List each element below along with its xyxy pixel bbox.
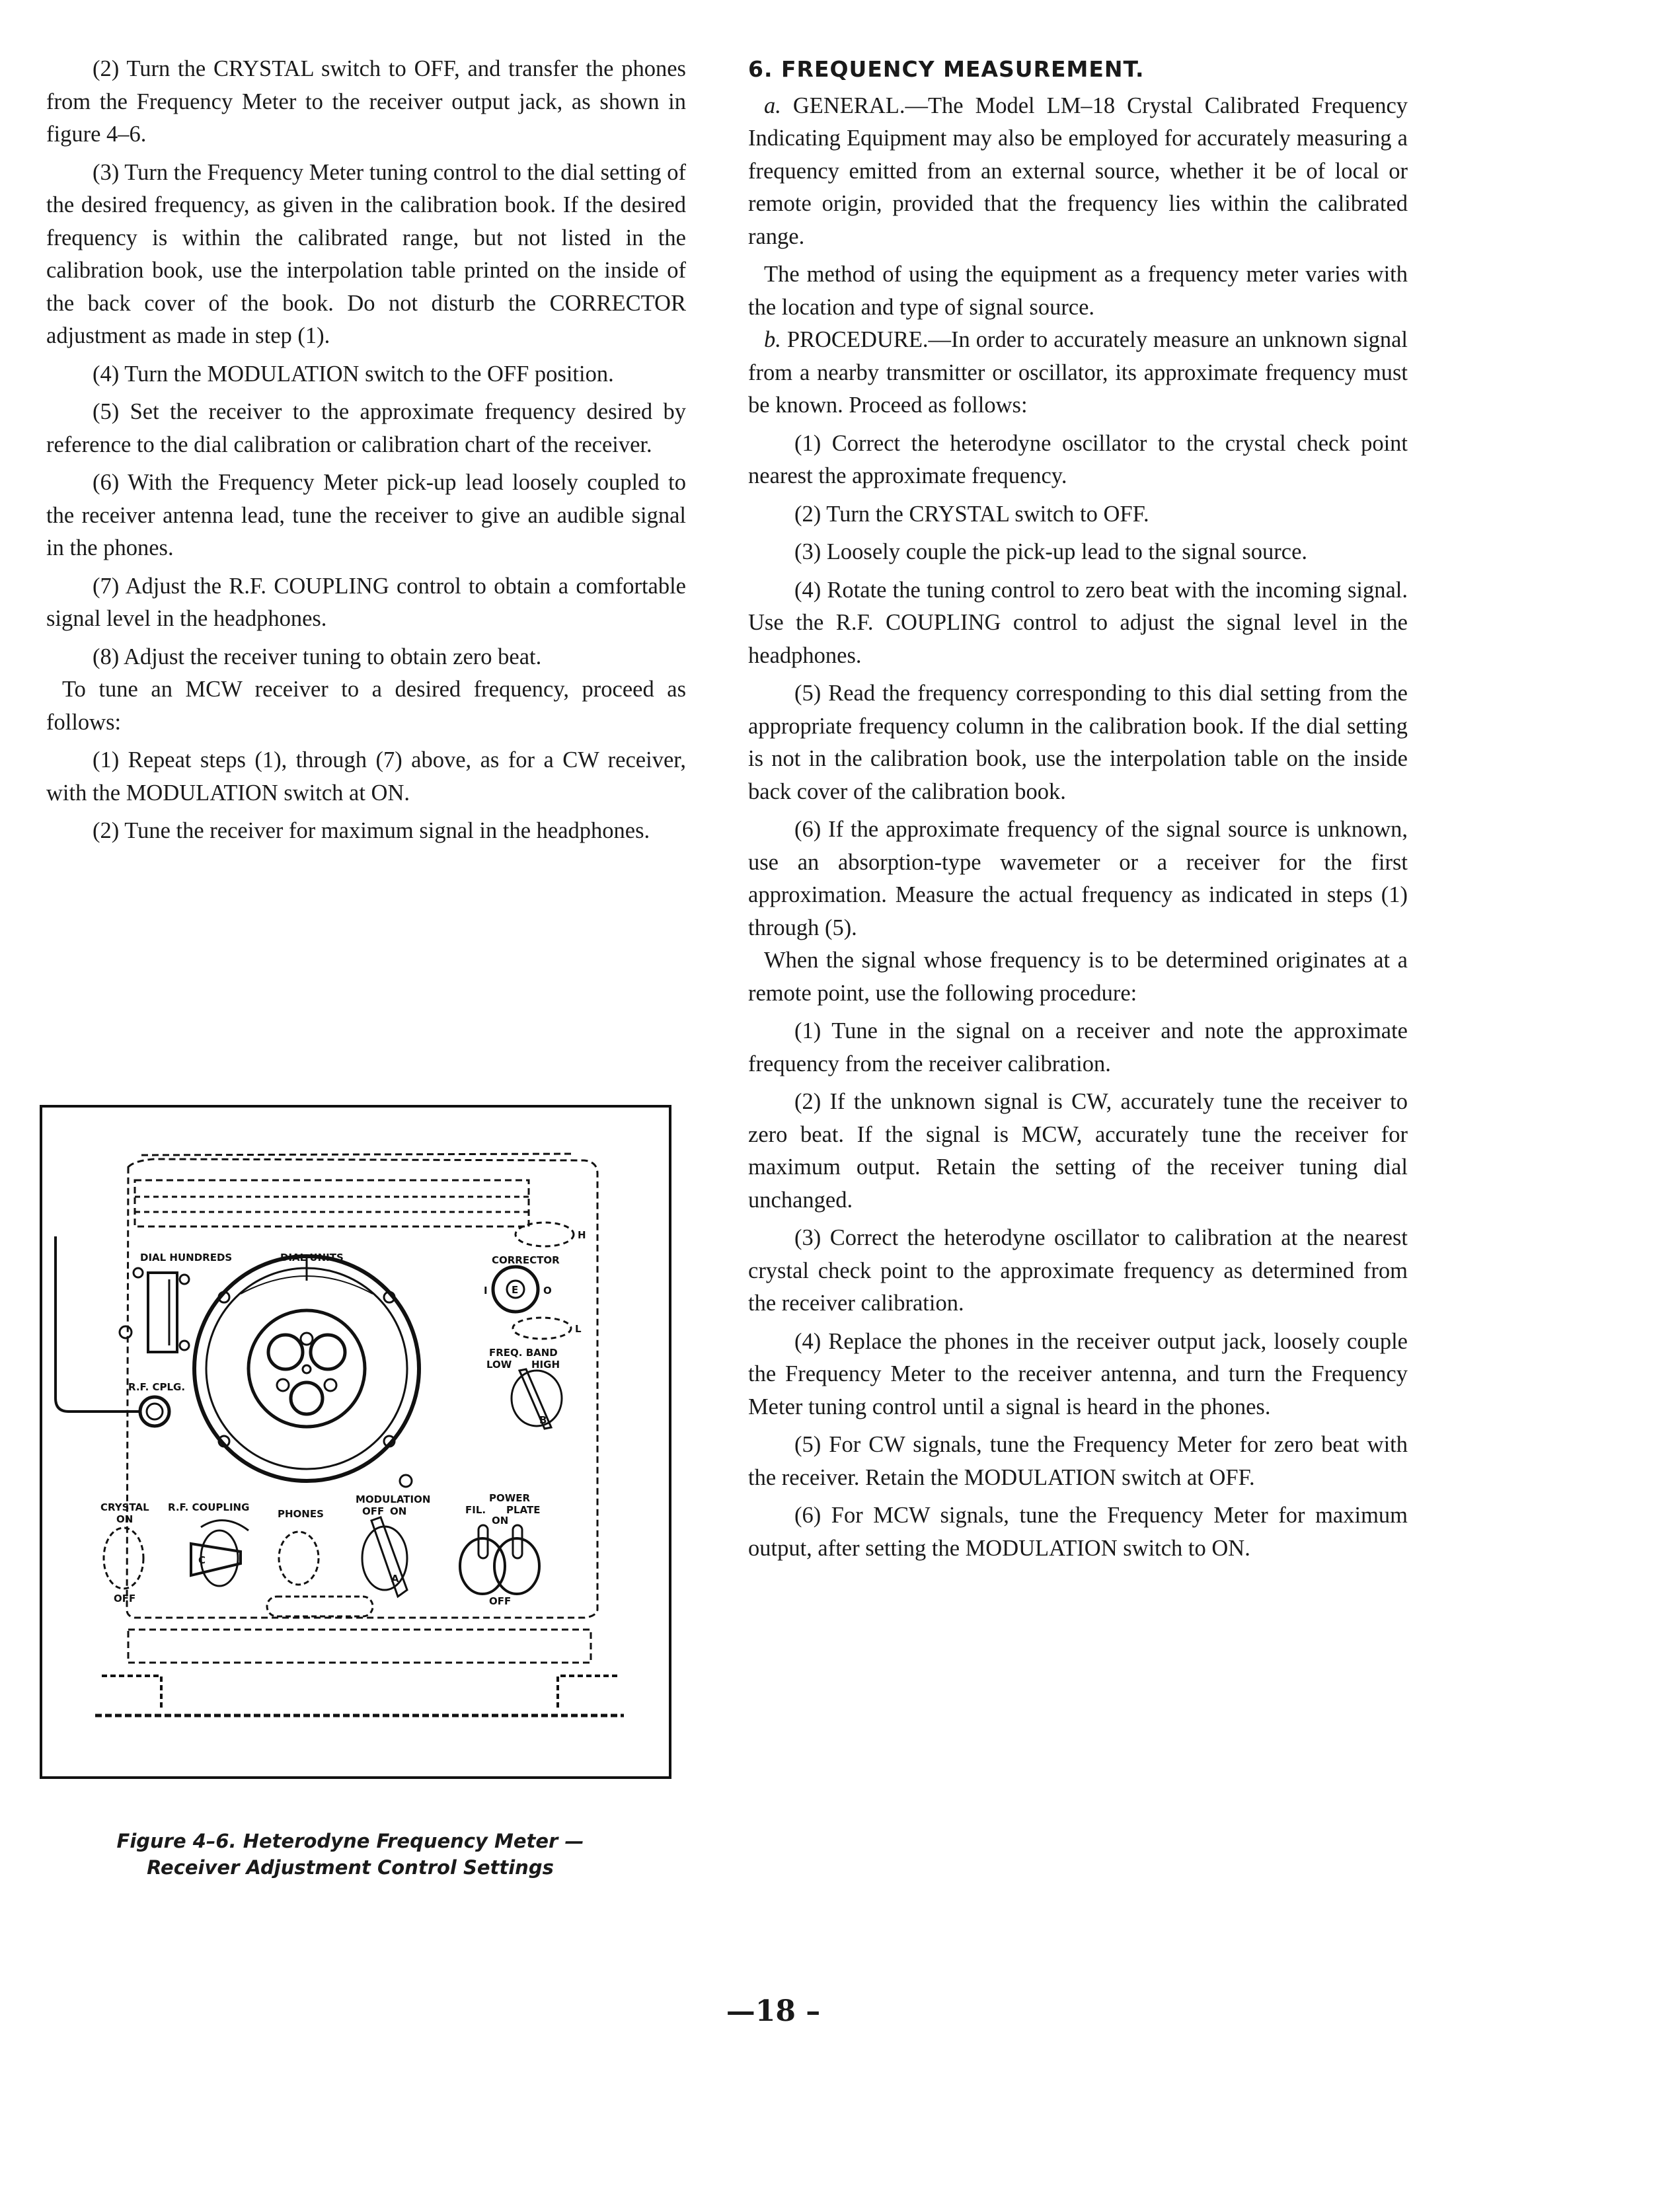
left-paragraph-3: (4) Turn the MODULATION switch to the OFF position. — [93, 361, 614, 387]
local-step-3: (3) Loosely couple the pick-up lead to the signal source. — [794, 539, 1308, 564]
caption-line-2: Receiver Adjustment Control Settings — [147, 1856, 554, 1879]
label-power-off: OFF — [489, 1595, 512, 1607]
left-paragraph-1: (2) Turn the CRYSTAL switch to OFF, and transfer the phones from the Frequency Meter to the receiver output jack, as shown in figure 4–6. — [46, 56, 686, 147]
mount-hole — [120, 1326, 132, 1338]
local-step-6: (6) If the approximate frequency of the signal source is unknown, use an absorption-type wavemeter or a receiver for the first approximation. Measure the actual frequency as indicated in steps (1) through (5). — [748, 817, 1408, 940]
left-paragraph-10: (2) Tune the receiver for maximum signal in the headphones. — [93, 818, 650, 843]
frequency-meter-drawing — [42, 1108, 669, 1776]
cabinet-top-edge — [141, 1154, 571, 1155]
general-text: GENERAL.—The Model LM–18 Crystal Calibrated Frequency Indicating Equipment may also be employed for accurately measuring a frequency emitted from an external source, whether it be of local or remote origin, provided that the frequency lies within the calibrated range. — [748, 93, 1408, 249]
label-corrector-knob: E — [512, 1284, 519, 1296]
procedure-label: b. — [764, 327, 781, 352]
label-fil: FIL. — [465, 1504, 486, 1516]
left-paragraph-9: (1) Repeat steps (1), through (7) above, as for a CW receiver, with the MODULATION switch at ON. — [46, 747, 686, 806]
label-phones: PHONES — [278, 1508, 324, 1520]
label-dial-hundreds: DIAL HUNDREDS — [140, 1252, 233, 1263]
left-paragraph-6: (7) Adjust the R.F. COUPLING control to obtain a comfortable signal level in the headphones. — [46, 573, 686, 631]
figure-frequency-meter-diagram — [40, 1105, 671, 1779]
label-modulation: MODULATION — [356, 1493, 431, 1505]
local-step-1: (1) Correct the heterodyne oscillator to the crystal check point nearest the approximate frequency. — [748, 430, 1408, 488]
label-crystal-off: OFF — [114, 1593, 136, 1604]
plate-toggle — [494, 1538, 539, 1594]
label-rf-coupling: R.F. COUPLING — [168, 1501, 250, 1513]
figure-caption — [66, 1828, 634, 1881]
top-grille — [135, 1180, 529, 1226]
label-rf-cplg: R.F. CPLG. — [128, 1381, 186, 1393]
label-corrector-high: O — [543, 1285, 552, 1297]
local-step-4: (4) Rotate the tuning control to zero beat with the incoming signal. Use the R.F. COUPLING control to adjust the signal level in the headphones. — [748, 577, 1408, 668]
label-band-h: H — [578, 1229, 586, 1241]
label-freq-band: FREQ. BAND — [489, 1347, 558, 1359]
remote-step-3: (3) Correct the heterodyne oscillator to calibration at the nearest crystal check point to the approximate frequency as determined from the receiver calibration. — [748, 1225, 1408, 1316]
freq-band-switch — [512, 1371, 562, 1426]
main-dial-ring — [194, 1256, 419, 1481]
label-low: LOW — [486, 1359, 512, 1371]
left-column — [46, 53, 686, 848]
left-paragraph-7: (8) Adjust the receiver tuning to obtain zero beat. — [93, 644, 542, 669]
label-power-on: ON — [492, 1515, 509, 1526]
method-text: The method of using the equipment as a frequency meter varies with the location and type of signal source. — [748, 262, 1408, 320]
cabinet-base — [128, 1630, 591, 1663]
section-heading: 6. FREQUENCY MEASUREMENT. — [748, 56, 1145, 82]
label-band-l: L — [575, 1323, 582, 1335]
remote-intro: When the signal whose frequency is to be determined originates at a remote point, use the following procedure: — [748, 948, 1408, 1006]
local-step-5: (5) Read the frequency corresponding to this dial setting from the appropriate frequency column in the calibration book. If the dial setting is not in the calibration book, use the interpolation table on the inside back cover of the calibration book. — [748, 681, 1408, 804]
dial-hundreds-window — [148, 1273, 177, 1352]
label-band-knob: B — [539, 1414, 547, 1426]
rf-cplg-jack — [140, 1397, 169, 1426]
main-dial-knob — [248, 1310, 365, 1427]
phones-cord-slot — [267, 1597, 373, 1616]
remote-step-6: (6) For MCW signals, tune the Frequency Meter for maximum output, after setting the MODULATION switch to ON. — [748, 1503, 1408, 1561]
left-paragraph-5: (6) With the Frequency Meter pick-up lead loosely coupled to the receiver antenna lead, tune the receiver to give an audible signal in the phones. — [46, 470, 686, 560]
left-paragraph-4: (5) Set the receiver to the approximate frequency desired by reference to the dial calibration or calibration chart of the receiver. — [46, 399, 686, 457]
phones-jack — [279, 1532, 319, 1585]
general-label: a. — [764, 93, 781, 118]
label-mod-off: OFF — [362, 1505, 385, 1517]
caption-line-1: Figure 4–6. Heterodyne Frequency Meter — — [116, 1830, 584, 1852]
label-high: HIGH — [531, 1359, 560, 1371]
label-crystal: CRYSTAL — [100, 1501, 149, 1513]
label-rf-knob: C — [198, 1554, 206, 1566]
procedure-text: PROCEDURE.—In order to accurately measure an unknown signal from a nearby transmitter or oscillator, its approximate frequency must be known. Proceed as follows: — [748, 327, 1408, 418]
remote-step-1: (1) Tune in the signal on a receiver and note the approximate frequency from the receiver calibration. — [748, 1018, 1408, 1076]
label-mod-knob: A — [391, 1573, 399, 1585]
label-mod-on: ON — [390, 1505, 407, 1517]
remote-step-2: (2) If the unknown signal is CW, accurately tune the receiver to zero beat. If the signal is MCW, accurately tune the receiver for maximum output. Retain the setting of the receiver tuning dial unchanged. — [748, 1089, 1408, 1213]
label-corrector: CORRECTOR — [492, 1254, 560, 1266]
label-dial-units: DIAL UNITS — [280, 1252, 344, 1263]
label-crystal-on: ON — [116, 1513, 134, 1525]
label-plate: PLATE — [506, 1504, 541, 1516]
crystal-switch — [104, 1528, 143, 1589]
remote-step-4: (4) Replace the phones in the receiver output jack, loosely couple the Frequency Meter to the receiver antenna, and turn the Frequency Meter tuning control until a signal is heard in the phones. — [748, 1328, 1408, 1419]
right-column — [748, 53, 1408, 1565]
fil-toggle — [460, 1538, 505, 1594]
remote-step-5: (5) For CW signals, tune the Frequency Meter for zero beat with the receiver. Retain the MODULATION switch at OFF. — [748, 1432, 1408, 1490]
local-step-2: (2) Turn the CRYSTAL switch to OFF. — [794, 501, 1149, 527]
left-paragraph-2: (3) Turn the Frequency Meter tuning control to the dial setting of the desired frequency, as given in the calibration book. If the desired frequency is within the calibrated range, but not listed in the calibration book, use the interpolation table printed on the inside of the back cover of the book. Do not disturb the CORRECTOR adjustment as made in step (1). — [46, 159, 686, 348]
left-paragraph-8: To tune an MCW receiver to a desired frequency, proceed as follows: — [46, 677, 686, 735]
page-number: —18 – — [726, 1994, 821, 2028]
label-power: POWER — [489, 1492, 531, 1504]
label-corrector-low: I — [484, 1285, 488, 1297]
